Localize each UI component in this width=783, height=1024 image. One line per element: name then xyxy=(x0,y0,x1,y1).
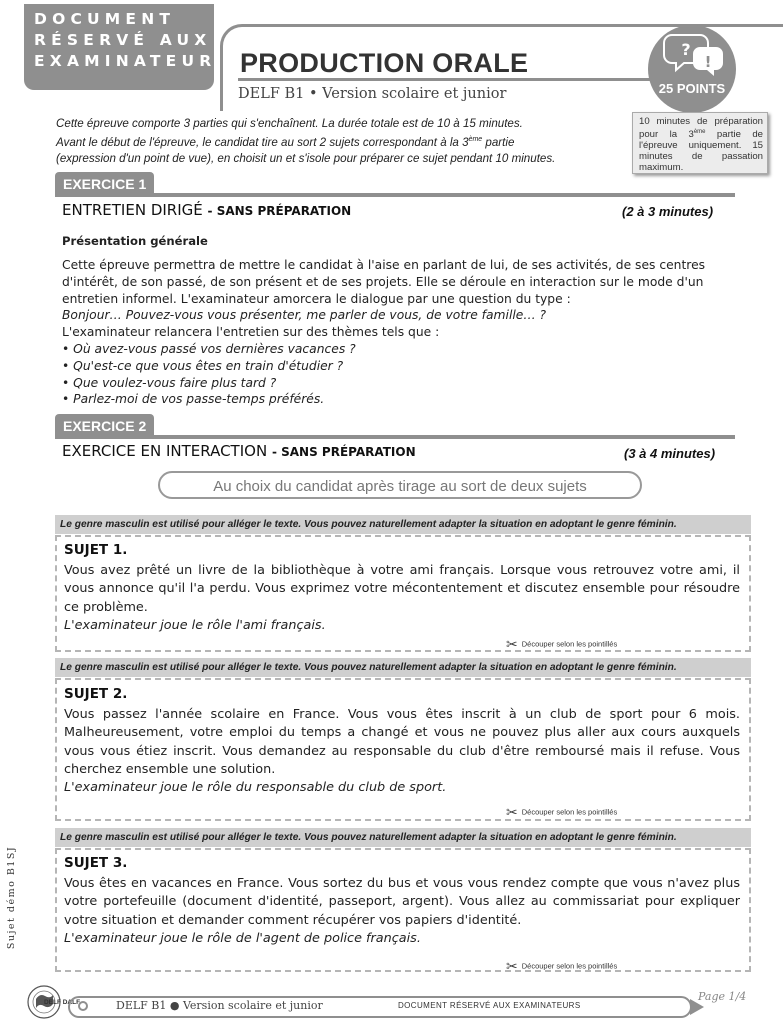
gender-notice: Le genre masculin est utilisé pour alléger le texte. Vous pouvez naturellement adapter la situation en adoptant le genre féminin. xyxy=(55,658,751,677)
exercise-1-heading: ENTRETIEN DIRIGÉ - SANS PRÉPARATION xyxy=(62,201,352,219)
sujet-3-text: Vous êtes en vacances en France. Vous sortez du bus et vous vous rendez compte que vous n'avez plus votre portefeuille (document d'identité, passeport, argent). Vous allez au commissariat pour expliquer votre situation et demander comment récupérer vos papiers d'identité. L'examinateur joue le rôle de l'agent de police français. xyxy=(64,876,740,946)
exercise-2-duration: (3 à 4 minutes) xyxy=(624,446,716,461)
sujet-3-role: L'examinateur joue le rôle de l'agent de police français. xyxy=(64,930,421,946)
banner-line: RÉSERVÉ AUX xyxy=(34,31,212,49)
scissors-icon: ✂ xyxy=(506,958,518,974)
sujet-2-text: Vous passez l'année scolaire en France. Vous vous êtes inscrit à un club de sport pour 6 mois. Malheureusement, votre emploi du temps a changé et vous ne pouvez plus aller aux cours auxquels vous vous étiez inscrit. Vous demandez au responsable du club d'être remboursé mais il refuse. Vous cherchez ensemble une solution. L'examinateur joue le rôle du responsable du club de sport. xyxy=(64,707,740,796)
exercise-1-body: Cette épreuve permettra de mettre le candidat à l'aise en parlant de lui, de ses activités, de ses centres d'intérêt, de son passé, de son présent et de ses projets. Elle se déroule en interaction sur le mode d'un entretien informel. L'examinateur amorcera le dialogue par une question du type : Bonjour… Pouvez-vous vous présenter, me parler de vous, de votre famille… ? L'examinateur relancera l'entretien sur des thèmes tels que : • Où avez-vous passé vos dernières vacances ? • Qu'est-ce que vous êtes en train d'étudier ? • Que voulez-vous faire plus tard ? • Parlez-moi de vos passe-temps préférés. xyxy=(62,257,734,408)
gender-notice: Le genre masculin est utilisé pour alléger le texte. Vous pouvez naturellement adapter la situation en adoptant le genre féminin. xyxy=(55,828,751,847)
document-reserved-banner xyxy=(24,4,233,90)
sujet-2-title: SUJET 2. xyxy=(64,686,128,702)
speech-bubbles-icon xyxy=(648,25,736,81)
sujet-1-role: L'examinateur joue le rôle l'ami français. xyxy=(64,617,326,633)
exercise-2-heading: EXERCICE EN INTERACTION - SANS PRÉPARATION xyxy=(62,442,416,460)
cut-line-label: ✂ Découper selon les pointillés xyxy=(506,958,618,974)
exercise-1-duration: (2 à 3 minutes) xyxy=(622,204,714,219)
page-subtitle: DELF B1 • Version scolaire et junior xyxy=(238,86,507,102)
footer-exam-label: DELF B1 ● Version scolaire et junior xyxy=(116,999,323,1012)
banner-line: DOCUMENT xyxy=(34,10,176,28)
exercise-2-divider xyxy=(55,435,735,439)
scissors-icon: ✂ xyxy=(506,636,518,652)
sujet-1-title: SUJET 1. xyxy=(64,542,128,558)
theme-bullet: • Parlez-moi de vos passe-temps préférés. xyxy=(62,392,325,407)
points-label: 25 POINTS xyxy=(658,81,726,96)
exercise-1-tab: EXERCICE 1 xyxy=(55,172,154,196)
sujet-2-role: L'examinateur joue le rôle du responsable du club de sport. xyxy=(64,780,447,796)
delf-dalf-logo xyxy=(24,982,81,1020)
theme-bullet: • Où avez-vous passé vos dernières vacances ? xyxy=(62,341,356,356)
section-title: Présentation générale xyxy=(62,234,208,248)
logo-text: DELF DALF xyxy=(43,999,81,1006)
svg-text:!: ! xyxy=(704,53,712,71)
cut-line-label: ✂ Découper selon les pointillés xyxy=(506,804,618,820)
title-divider xyxy=(238,78,650,81)
points-badge xyxy=(648,25,736,113)
choice-banner: Au choix du candidat après tirage au sort de deux sujets xyxy=(158,471,642,499)
svg-text:?: ? xyxy=(681,40,691,59)
theme-bullet: • Que voulez-vous faire plus tard ? xyxy=(62,375,277,390)
sujet-3-title: SUJET 3. xyxy=(64,855,128,871)
timing-note: 10 minutes de préparation pour la 3ème partie de l'épreuve uniquement. 15 minutes de passation maximum. xyxy=(632,112,768,174)
theme-bullet: • Qu'est-ce que vous êtes en train d'étudier ? xyxy=(62,358,344,373)
exercise-2-tab: EXERCICE 2 xyxy=(55,414,154,438)
intro-paragraph: Cette épreuve comporte 3 parties qui s'enchaînent. La durée totale est de 10 à 15 minutes. Avant le début de l'épreuve, le candidat tire au sort 2 sujets correspondant à la 3ème partie (expression d'un point de vue), en choisit un et s'isole pour préparer ce sujet pendant 10 minutes. xyxy=(56,117,556,165)
sujet-1-text: Vous avez prêté un livre de la bibliothèque à votre ami français. Lorsque vous retrouvez votre ami, il vous annonce qu'il l'a perdu. Vous exprimez votre mécontentement et discutez ensemble pour résoudre ce problème. L'examinateur joue le rôle l'ami français. xyxy=(64,563,740,633)
vertical-subject-label: Sujet démo B1SJ xyxy=(6,845,18,950)
page-title: PRODUCTION ORALE xyxy=(240,48,529,78)
exercise-1-divider xyxy=(55,193,735,197)
footer-reserved-label: DOCUMENT RÉSERVÉ AUX EXAMINATEURS xyxy=(398,1001,581,1010)
scissors-icon: ✂ xyxy=(506,804,518,820)
example-question: Bonjour… Pouvez-vous vous présenter, me parler de vous, de votre famille… ? xyxy=(62,308,547,323)
cut-line-label: ✂ Découper selon les pointillés xyxy=(506,636,618,652)
gender-notice: Le genre masculin est utilisé pour alléger le texte. Vous pouvez naturellement adapter la situation en adoptant le genre féminin. xyxy=(55,515,751,534)
banner-line: EXAMINATEURS xyxy=(34,52,233,70)
footer-bullet-icon xyxy=(78,1001,88,1011)
page-number: Page 1/4 xyxy=(698,990,747,1003)
